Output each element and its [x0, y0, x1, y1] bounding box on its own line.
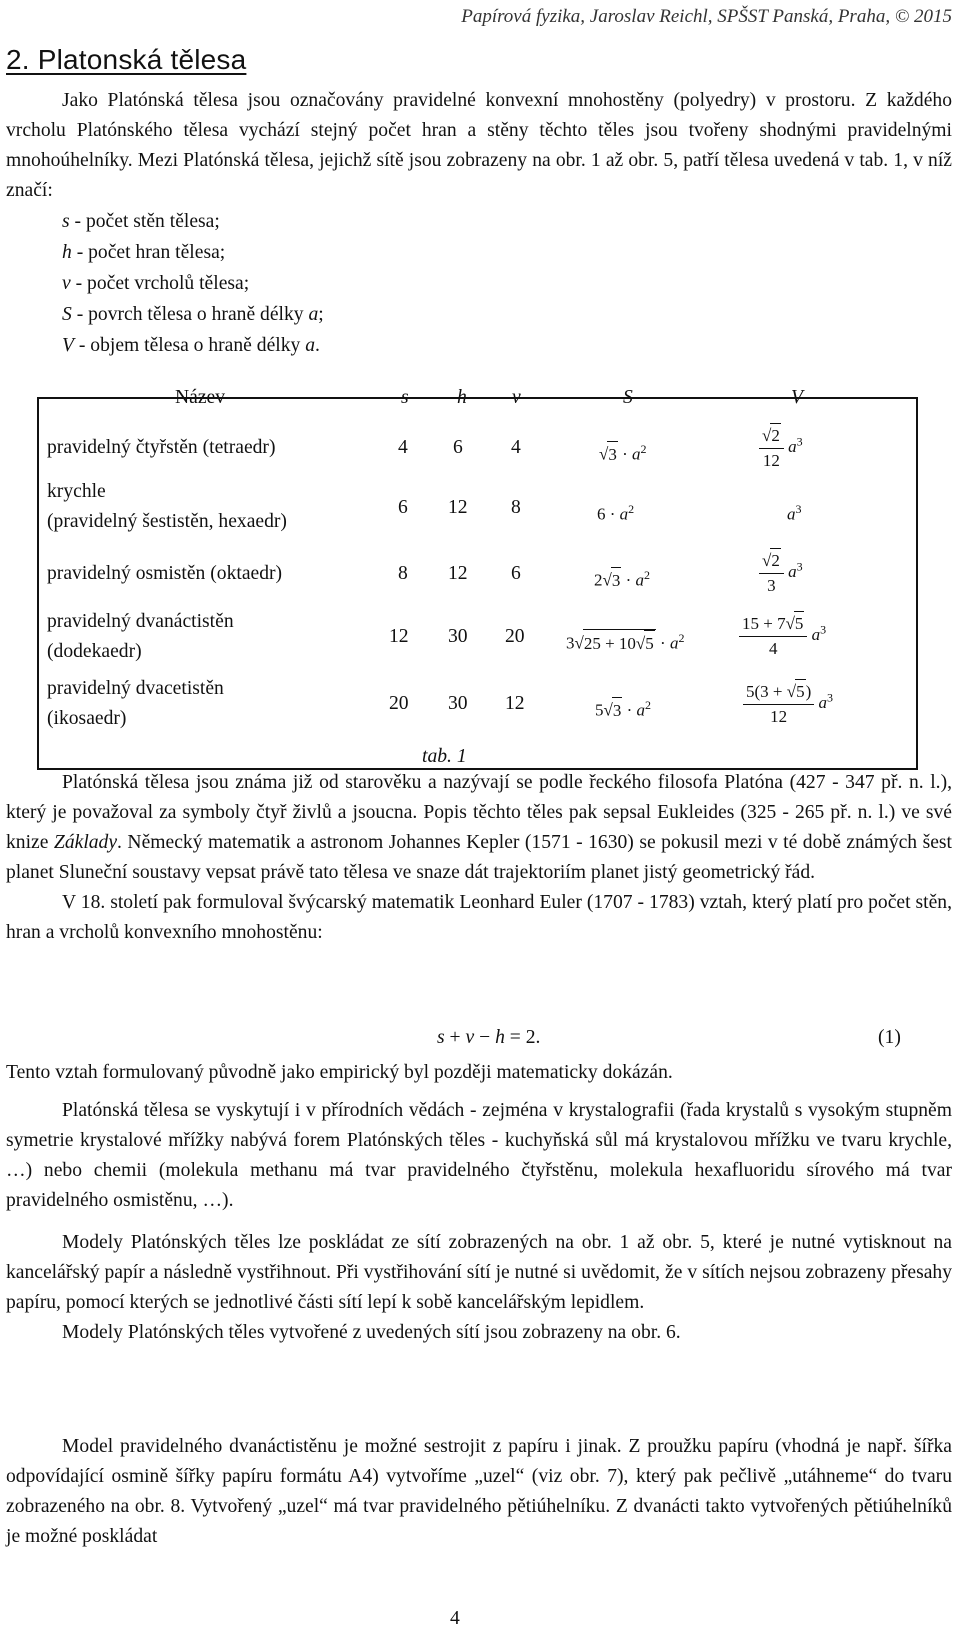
row-2-volume: $a^3$ — [787, 502, 802, 524]
dodecahedron-paragraph: Model pravidelného dvanáctistěnu je možné sestrojit z papíru i jinak. Z proužku papíru (vhodná je např. šířka odpovídající osmině šířky papíru formátu A4) vytvoříme „uzel“ (viz obr. 7), který pak pečlivě „utáhneme“ do tvaru zobrazeného na obr. 8. Vytvořený „uzel“ má tvar pravidelného pětiúhelníku. Z dvanácti takto vytvořených pětiúhelníků je možné poskládat — [6, 1436, 952, 1547]
intro-block — [6, 86, 952, 361]
header-name: Název — [175, 387, 226, 408]
row-5-volume: $\frac{5(3 + √5)}{12}$ $a^3$ — [743, 679, 833, 729]
models-photo-paragraph: Modely Platónských těles vytvořené z uvedených sítí jsou zobrazeny na obr. 6. — [62, 1322, 681, 1343]
row-3-h: 12 — [448, 563, 468, 584]
var-S: S - povrch tělesa o hraně délky a; — [62, 304, 324, 325]
row-2-s: 6 — [398, 497, 408, 518]
row-1-h: 6 — [453, 437, 463, 458]
section-title: 2. Platonská tělesa — [6, 44, 247, 75]
row-4-volume: $\frac{15 + 7√5}{4}$ $a^3$ — [739, 611, 826, 661]
platonic-solids-table — [37, 387, 918, 770]
euler-paragraph: V 18. století pak formuloval švýcarský matematik Leonhard Euler (1707 - 1783) vztah, který platí pro počet stěn, hran a vrcholů konvexního mnohostěnu: — [6, 892, 952, 943]
row-4-h: 30 — [448, 626, 468, 647]
row-4-v: 20 — [505, 626, 525, 647]
row-3-s: 8 — [398, 563, 408, 584]
running-header: Papírová fyzika, Jaroslav Reichl, SPŠST Panská, Praha, © 2015 — [461, 6, 952, 27]
dodecahedron-block — [6, 1432, 952, 1552]
header-v: v — [512, 387, 521, 408]
row-4-name-line1: pravidelný dvanáctistěn — [47, 611, 234, 632]
intro-paragraph: Jako Platónská tělesa jsou označovány pravidelné konvexní mnohostěny (polyedry) v prostoru. Z každého vrcholu Platónského tělesa vychází stejný počet hran a stěny těchto těles jsou tvořeny shodnými pravidelnými mnohoúhelníky. Mezi Platónská tělesa, jejichž sítě jsou zobrazeny na obr. 1 až obr. 5, patří tělesa uvedená v tab. 1, v níž značí: — [6, 90, 952, 201]
var-V: V - objem tělesa o hraně délky a. — [62, 335, 320, 356]
row-4-surface: $3√25 + 10√5 \cdot a^2$ — [566, 625, 684, 657]
equation-number: (1) — [878, 1027, 901, 1048]
proof-paragraph: Tento vztah formulovaný původně jako empirický byl později matematicky dokázán. — [6, 1062, 673, 1083]
sciences-paragraph: Platónská tělesa se vyskytují i v přírodních vědách - zejména v krystalografii (řada krystalů s vysokým stupněm symetrie krystalové mřížky nabývá forem Platónských těles - kuchyňská sůl má krystalovou mřížku ve tvaru krychle, …) nebo chemii (molekula methanu má tvar pravidelného čtyřstěnu, molekula hexafluoridu sírového má tvar pravidelného osmistěnu, …). — [6, 1100, 952, 1211]
row-5-v: 12 — [505, 693, 525, 714]
applications-block — [6, 1058, 952, 1216]
row-4-s: 12 — [389, 626, 409, 647]
row-1-name: pravidelný čtyřstěn (tetraedr) — [47, 437, 276, 458]
row-2-name-line1: krychle — [47, 481, 106, 502]
row-2-h: 12 — [448, 497, 468, 518]
row-5-s: 20 — [389, 693, 409, 714]
row-5-name-line1: pravidelný dvacetistěn — [47, 678, 224, 699]
row-4-name-line2: (dodekaedr) — [47, 641, 142, 662]
history-block — [6, 768, 952, 948]
euler-equation: s + v − h = 2. — [437, 1027, 541, 1048]
models-paragraph: Modely Platónských těles lze poskládat ze sítí zobrazených na obr. 1 až obr. 5, které je nutné vytisknout na kancelářský papír a následně vystřihnout. Při vystřihování sítí je nutné si uvědomit, že v sítích nejsou zobrazeny přesahy papíru, pomocí kterých se jednotlivé části sítí lepí k sobě kancelářským lepidlem. — [6, 1232, 952, 1313]
row-3-v: 6 — [511, 563, 521, 584]
row-5-surface: $5√3 \cdot a^2$ — [595, 692, 651, 724]
row-1-s: 4 — [398, 437, 408, 458]
header-h: h — [457, 387, 467, 408]
row-3-name: pravidelný osmistěn (oktaedr) — [47, 563, 283, 584]
row-1-v: 4 — [511, 437, 521, 458]
row-5-h: 30 — [448, 693, 468, 714]
var-s: s - počet stěn tělesa; — [62, 211, 220, 232]
var-v: v - počet vrcholů tělesa; — [62, 273, 250, 294]
header-V: V — [791, 387, 803, 408]
header-S: S — [623, 387, 633, 408]
variable-list — [62, 206, 952, 361]
row-3-volume: $\frac{√2}{3}$ $a^3$ — [759, 548, 803, 598]
row-2-surface: $6 \cdot a^2$ — [597, 502, 635, 524]
history-paragraph: Platónská tělesa jsou známa již od starověku a nazývají se podle řeckého filosofa Platóna (427 - 347 př. n. l.), který je považoval za symboly čtyř živlů a jsoucna. Popis těchto těles pak sepsal Eukleides (325 - 265 př. n. l.) ve své knize Základy. Německý matematik a astronom Johannes Kepler (1571 - 1630) se pokusil mezi v té době známých šest planet Sluneční soustavy vepsat právě tato tělesa ve snaze dát trajektoriím planet jistý geometrický řád. — [6, 772, 952, 883]
row-3-surface: $2√3 \cdot a^2$ — [594, 562, 650, 594]
models-block — [6, 1228, 952, 1348]
row-1-surface: $√3 \cdot a^2$ — [599, 436, 647, 468]
row-2-v: 8 — [511, 497, 521, 518]
row-2-name-line2: (pravidelný šestistěn, hexaedr) — [47, 511, 287, 532]
row-1-volume: $\frac{√2}{12}$ $a^3$ — [759, 423, 803, 473]
table-caption: tab. 1 — [422, 746, 467, 767]
row-5-name-line2: (ikosaedr) — [47, 708, 127, 729]
header-s: s — [401, 387, 409, 408]
var-h: h - počet hran tělesa; — [62, 242, 226, 263]
page-number: 4 — [450, 1608, 460, 1629]
